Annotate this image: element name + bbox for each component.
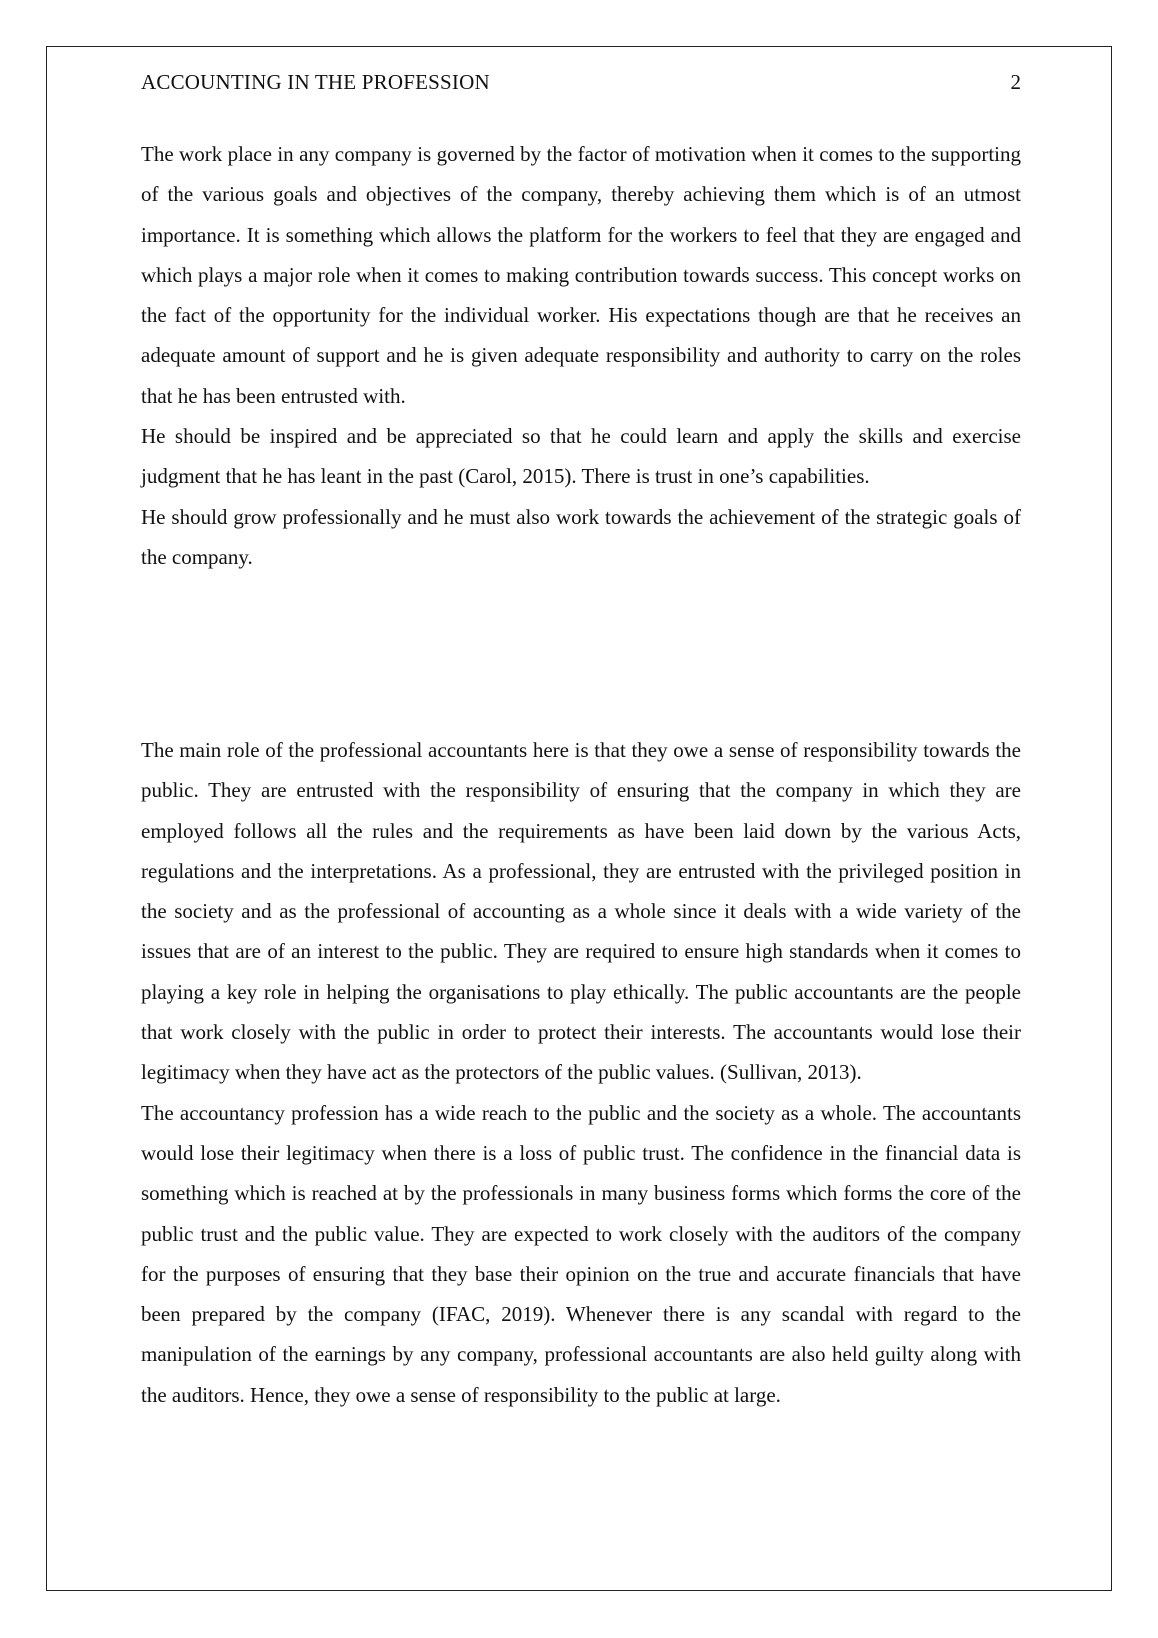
paragraph: The main role of the professional accountants here is that they owe a sense of responsibility towards the public. They are entrusted with the responsibility of ensuring that the company in which they are employed follows all the rules and the requirements as have been laid down by the various Acts, regulations and the interpretations. As a professional, they are entrusted with the privileged position in the society and as the professional of accounting as a whole since it deals with a wide variety of the issues that are of an interest to the public. They are required to ensure high standards when it comes to playing a key role in helping the organisations to play ethically. The public accountants are the people that work closely with the public in order to protect their interests. The accountants would lose their legitimacy when they have act as the protectors of the public values. (Sullivan, 2013). bbox=[141, 738, 1021, 1085]
page-number: 2 bbox=[1010, 70, 1021, 94]
section-public-responsibility bbox=[141, 730, 1021, 1415]
paragraph: The work place in any company is governed by the factor of motivation when it comes to the supporting of the various goals and objectives of the company, thereby achieving them which is of an utmost importance. It is something which allows the platform for the workers to feel that they are engaged and which plays a major role when it comes to making contribution towards success. This concept works on the fact of the opportunity for the individual worker. His expectations though are that he receives an adequate amount of support and he is given adequate responsibility and authority to carry on the roles that he has been entrusted with. bbox=[141, 142, 1021, 408]
paragraph: He should grow professionally and he must also work towards the achievement of the strategic goals of the company. bbox=[141, 504, 1021, 569]
paragraph: He should be inspired and be appreciated so that he could learn and apply the skills and exercise judgment that he has leant in the past (Carol, 2015). There is trust in one’s capabilities. bbox=[141, 424, 1021, 489]
section-motivation bbox=[141, 134, 1021, 577]
header-title: ACCOUNTING IN THE PROFESSION bbox=[141, 70, 490, 94]
paragraph: The accountancy profession has a wide reach to the public and the society as a whole. The accountants would lose their legitimacy when there is a loss of public trust. The confidence in the financial data is something which is reached at by the professionals in many business forms which forms the core of the public trust and the public value. They are expected to work closely with the auditors of the company for the purposes of ensuring that they base their opinion on the true and accurate financials that have been prepared by the company (IFAC, 2019). Whenever there is any scandal with regard to the manipulation of the earnings by any company, professional accountants are also held guilty along with the auditors. Hence, they owe a sense of responsibility to the public at large. bbox=[141, 1100, 1021, 1407]
